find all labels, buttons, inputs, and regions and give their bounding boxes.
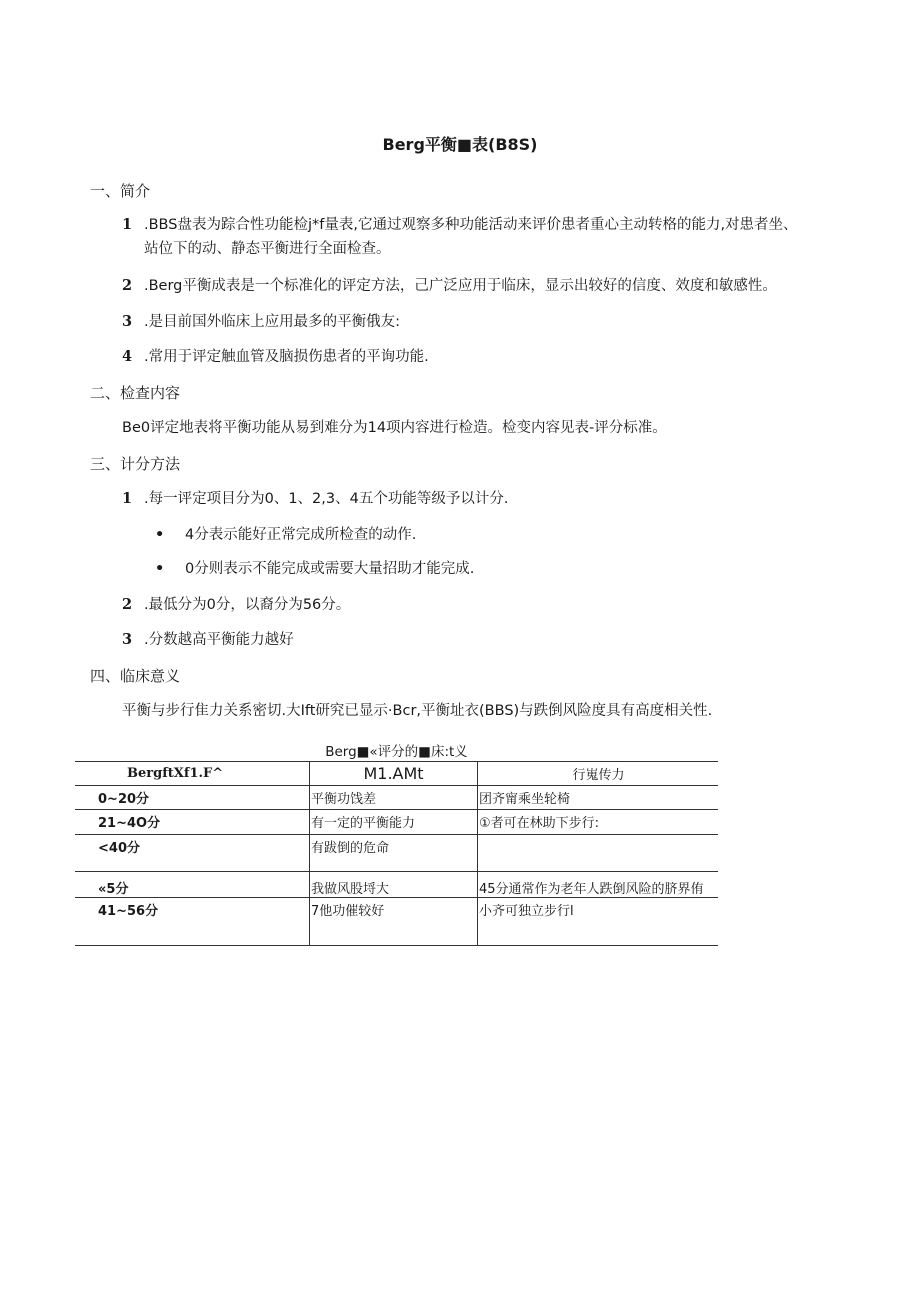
balance-cell: 平衡功饯差 (310, 786, 478, 810)
header-balance: M1.AMt (310, 762, 478, 786)
item-number: 3 (122, 313, 133, 330)
item-text: .最低分为0分，以裔分为56分。 (144, 597, 351, 613)
item-text: .常用于评定触血管及脑损伤患者的平询功能. (144, 349, 429, 365)
header-score: BergftXf1.F^ (75, 762, 310, 786)
table-row (75, 810, 718, 835)
item-number: 4 (122, 348, 133, 365)
balance-cell: 我做风股埒大 (310, 872, 478, 898)
significance-paragraph: 平衡与步行隹力关系密切.大Ift研究已显示·Bcr,平衡址衣(BBS)与跌倒风险度具有高度相关性. (122, 703, 713, 719)
page-title: Berg平衡■表(B8S) (382, 135, 538, 154)
intro-item-3 (122, 311, 400, 333)
item-number: 1 (122, 490, 133, 507)
section-heading-significance: 四、临床意义 (90, 667, 181, 685)
bullet-text: 4分表示能好正常完成所检查的动作. (185, 527, 417, 543)
item-text: .每一评定项目分为0、1、2,3、4五个功能等级予以计分. (144, 491, 509, 507)
walking-cell: 团齐甯乘坐轮椅 (478, 786, 719, 810)
item-text: .分数越高平衡能力越好 (144, 632, 294, 648)
intro-item-2 (122, 275, 777, 297)
section-heading-content: 二、检查内容 (90, 384, 181, 402)
scoring-item-2 (122, 594, 350, 616)
bullet-mark: • (155, 527, 165, 543)
content-paragraph: Be0评定地表将平衡功能从易到难分为14项内容进行检造。检变内容见表-评分标准。 (122, 420, 667, 436)
section-heading-intro: 一、简介 (90, 182, 151, 200)
item-text: .Berg平衡成表是一个标准化的评定方法，己广泛应用于临床，显示出较好的信度、效度和敏感性。 (144, 278, 777, 294)
scoring-item-1 (122, 488, 508, 510)
scoring-bullet-2 (155, 558, 474, 580)
scoring-bullet-1 (155, 524, 416, 546)
score-cell: 41~56分 (98, 904, 159, 919)
balance-cell: 7他功催较好 (310, 898, 478, 946)
bullet-mark: • (155, 561, 165, 577)
item-number: 1 (122, 216, 133, 233)
section-heading-scoring: 三、计分方法 (90, 455, 181, 473)
score-cell: <40分 (98, 841, 140, 856)
table-row (75, 898, 718, 946)
balance-cell: 有跋倒的危命 (310, 835, 478, 872)
table-row (75, 786, 718, 810)
intro-item-1-continued: 站位下的动、静态平衡进行全面检查。 (144, 241, 391, 257)
item-number: 3 (122, 631, 133, 648)
table-caption: Berg■«评分的■床:t义 (325, 744, 468, 760)
intro-item-4 (122, 346, 429, 368)
item-number: 2 (122, 596, 133, 613)
item-text: .是目前国外临床上应用最多的平衡俄友: (144, 314, 400, 330)
score-cell: 21~4O分 (98, 816, 161, 831)
clinical-significance-table (75, 761, 718, 946)
item-number: 2 (122, 277, 133, 294)
bullet-text: 0分则表示不能完成或需要大量招助才能完成. (185, 561, 475, 577)
intro-item-1 (122, 214, 798, 236)
table-header-row (75, 762, 718, 786)
score-cell: «5分 (98, 882, 129, 897)
item-text: .BBS盘表为踪合性功能检j*f量表,它通过观察多种功能活动来评价患者重心主动转格的能力,对患者坐、 (144, 217, 798, 233)
scoring-item-3 (122, 629, 294, 651)
walking-cell: 小齐可独立步行l (478, 898, 719, 946)
table-row (75, 872, 718, 898)
score-cell: 0~20分 (98, 792, 150, 807)
header-walking: 行嵬传力 (478, 762, 719, 786)
walking-cell: ①者可在林助下步行: (478, 810, 719, 835)
walking-cell (478, 835, 719, 872)
walking-cell: 45分通常作为老年人跌倒风险的脐界侑 (478, 872, 719, 898)
table-row (75, 835, 718, 872)
balance-cell: 有一定的平衡能力 (310, 810, 478, 835)
